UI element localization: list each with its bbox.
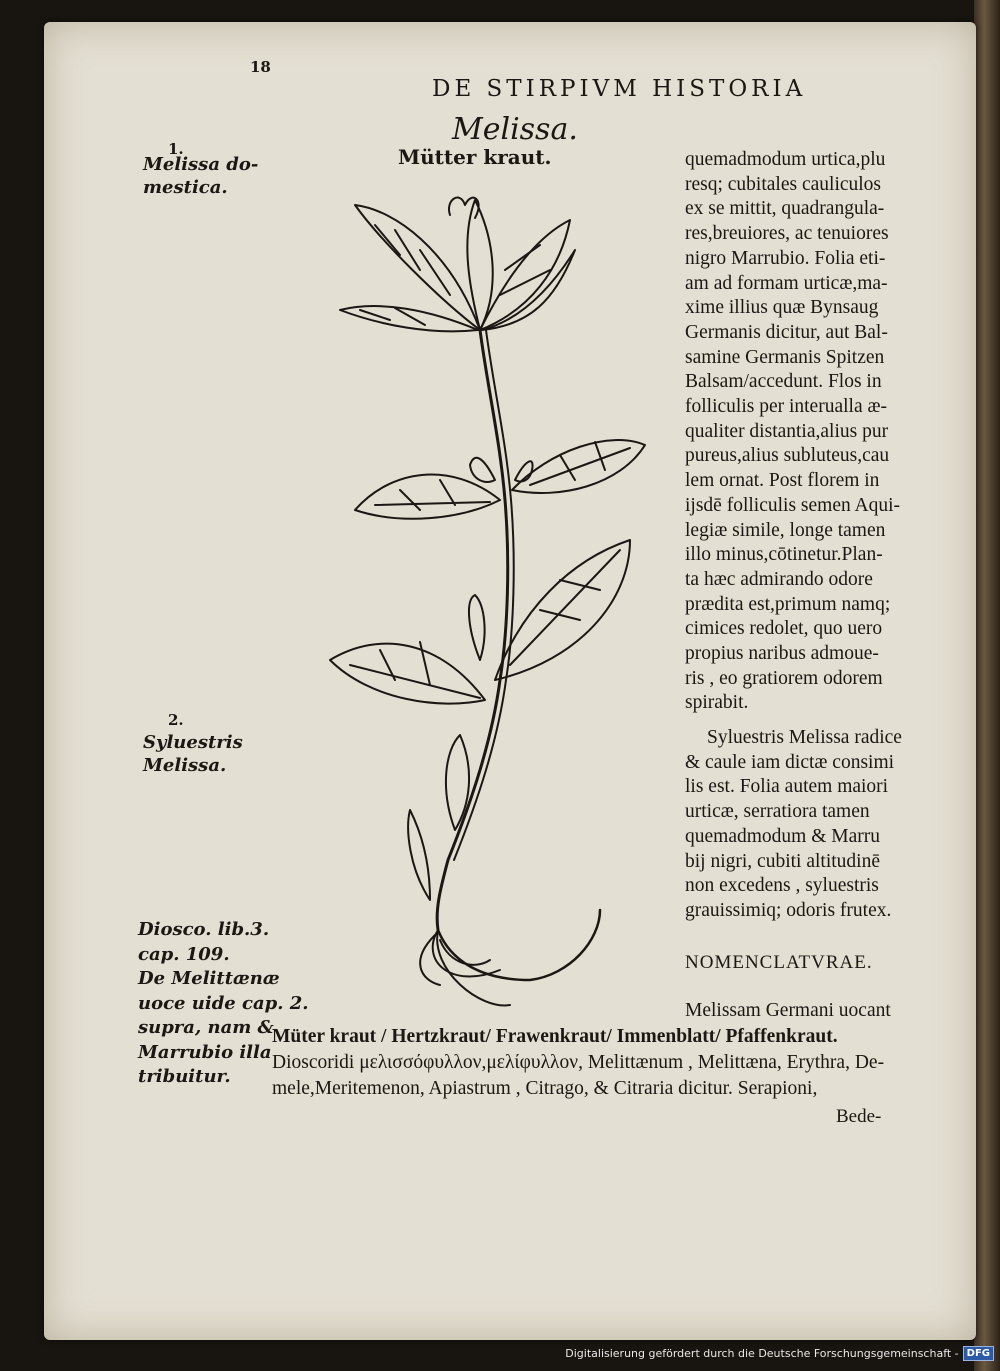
plant-vernacular-name: Mütter kraut. xyxy=(398,145,552,169)
folio-number: 18 xyxy=(250,58,271,76)
text-line: am ad formam urticæ,ma- xyxy=(685,272,888,294)
text-line: urticæ, serratiora tamen xyxy=(685,801,870,823)
margin-note-3-line: Marrubio illa xyxy=(138,1041,272,1063)
margin-note-2-line: Syluestris xyxy=(143,732,243,753)
text-line: ijsdē folliculis semen Aqui- xyxy=(685,494,901,516)
text-line: Dioscoridi μελισσόφυλλον,μελίφυλλον, Melittænum , Melittæna, Erythra, De- xyxy=(272,1052,885,1073)
text-line: samine Germanis Spitzen xyxy=(685,346,885,368)
book-spine-edge xyxy=(974,0,1000,1371)
text-line: & caule iam dictæ consimi xyxy=(685,751,895,773)
credit-text: Digitalisierung gefördert durch die Deutsche Forschungsgemeinschaft - xyxy=(565,1347,959,1360)
section-heading-nomenclature: NOMENCLATVRAE. xyxy=(685,952,873,973)
plant-title: Melissa. xyxy=(452,112,578,147)
text-line: grauissimiq; odoris frutex. xyxy=(685,899,892,921)
text-line: ex se mittit, quadrangula- xyxy=(685,198,885,220)
margin-note-3-line: Diosco. lib.3. xyxy=(138,919,270,940)
nomenclature-paragraph xyxy=(272,1024,884,1102)
text-line: Syluestris Melissa radice xyxy=(707,727,902,748)
margin-note-1 xyxy=(143,153,258,199)
text-line: quemadmodum urtica,plu xyxy=(685,149,886,170)
description-paragraph xyxy=(685,148,900,716)
text-line: folliculis per interualla æ- xyxy=(685,396,887,418)
running-head: DE STIRPIVM HISTORIA xyxy=(432,76,807,102)
margin-note-2 xyxy=(143,731,243,777)
margin-note-3-line: De Melittænæ xyxy=(138,968,280,989)
text-line: ris , eo gratiorem odorem xyxy=(685,667,883,689)
text-line: propius naribus admoue- xyxy=(685,643,879,665)
text-line: lis est. Folia autem maiori xyxy=(685,776,889,798)
text-line: bij nigri, cubiti altitudinē xyxy=(685,850,880,872)
margin-note-2-line: Melissa. xyxy=(143,755,227,776)
margin-note-1-line: mestica. xyxy=(143,177,228,198)
text-line: lem ornat. Post florem in xyxy=(685,470,880,492)
text-line: Müter kraut / Hertzkraut/ Frawenkraut/ Immenblatt/ Pfaffenkraut. xyxy=(272,1026,838,1047)
text-line: prædita est,primum namq; xyxy=(685,593,891,615)
margin-note-2-number: 2. xyxy=(168,711,184,729)
catchword: Bede- xyxy=(836,1106,882,1127)
melissa-woodcut-illustration xyxy=(300,180,660,1020)
text-line: cimices redolet, quo uero xyxy=(685,618,883,640)
text-line: Melissam Germani uocant xyxy=(685,1000,891,1021)
text-line: ta hæc admirando odore xyxy=(685,568,873,590)
text-line: qualiter distantia,alius pur xyxy=(685,420,889,442)
text-line: non excedens , syluestris xyxy=(685,875,879,897)
margin-note-3-line: supra, nam & xyxy=(138,1017,274,1038)
text-line: quemadmodum & Marru xyxy=(685,825,880,847)
margin-note-1-line: Melissa do- xyxy=(143,154,259,175)
text-line: resq; cubitales cauliculos xyxy=(685,173,882,195)
text-line: pureus,alius subluteus,cau xyxy=(685,445,890,467)
nomenclature-first-line xyxy=(685,998,891,1024)
wild-melissa-paragraph xyxy=(685,726,902,924)
digitization-credit xyxy=(565,1346,994,1361)
text-line: spirabit. xyxy=(685,692,749,714)
dfg-logo-icon: DFG xyxy=(963,1346,994,1361)
text-line: Germanis dicitur, aut Bal- xyxy=(685,321,888,343)
margin-note-3-line: uoce uide cap. 2. xyxy=(138,992,309,1014)
text-line: illo minus,cōtinetur.Plan- xyxy=(685,544,883,566)
text-line: xime illius quæ Bynsaug xyxy=(685,297,879,319)
margin-note-3-line: tribuitur. xyxy=(138,1066,231,1087)
text-line: res,breuiores, ac tenuiores xyxy=(685,223,889,245)
margin-note-1-number: 1. xyxy=(168,140,184,158)
text-line: legiæ simile, longe tamen xyxy=(685,519,886,541)
text-line: nigro Marrubio. Folia eti- xyxy=(685,247,886,269)
text-line: Balsam/accedunt. Flos in xyxy=(685,371,882,393)
margin-note-3-line: cap. 109. xyxy=(138,943,230,965)
text-line: mele,Meritemenon, Apiastrum , Citrago, & Citraria dicitur. Serapioni, xyxy=(272,1078,818,1099)
